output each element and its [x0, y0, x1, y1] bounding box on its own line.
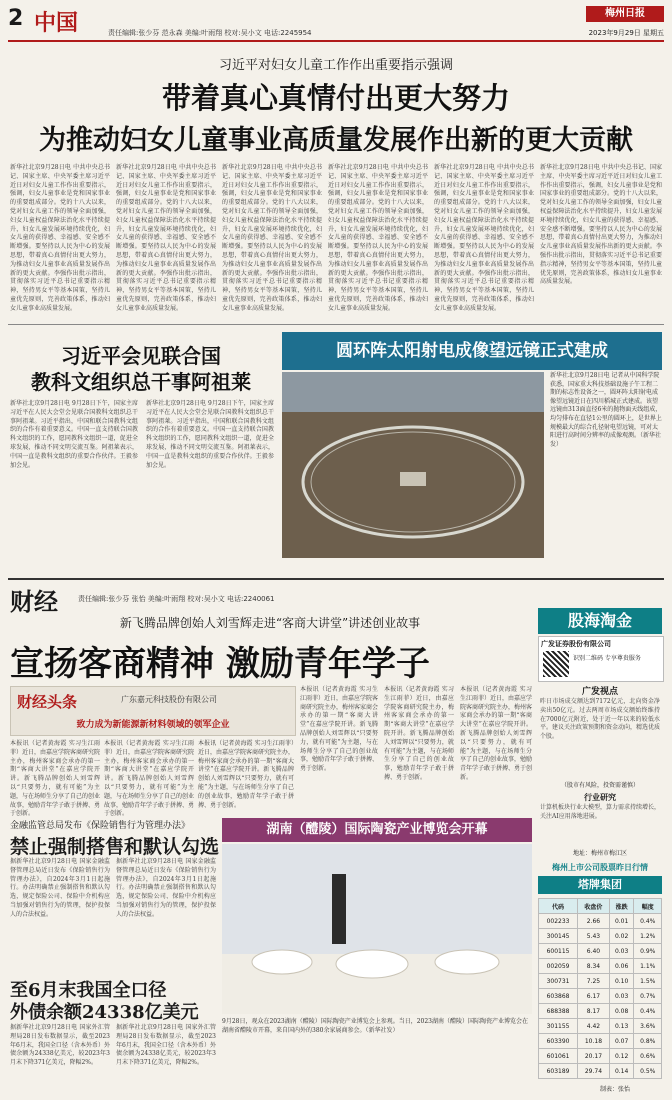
finance-body-col-5: 本报讯（记者黄海霞 实习生江雨菲）近日，由嘉应学院客商研究院主办，梅州客家商会承办的第一期“客商大讲堂”在嘉应学院开讲。新飞腾品牌创始人刘雪辉以“只要努力，就有可能”为主题，与在场师生分享了自己的创业故事，勉励青年学子敢于拼搏、勇于创新。	[384, 686, 454, 781]
telescope-photo	[282, 372, 544, 558]
table-cell: 6.40	[578, 944, 610, 959]
table-cell: 0.03	[609, 944, 634, 959]
masthead-meta: 责任编辑:张少芬 范永森 美编:叶雨翔 校对:吴小文 电话:2245954	[108, 29, 312, 37]
table-row	[539, 1004, 662, 1019]
table-cell: 0.14	[609, 1064, 634, 1079]
rates-body	[539, 914, 662, 1079]
expo-title-banner	[222, 818, 532, 842]
table-cell: 0.5%	[634, 1064, 662, 1079]
issue-date: 2023年9月29日 星期五	[588, 29, 664, 37]
finance-headline: 宣扬客商精神 激励青年学子	[10, 644, 430, 684]
table-cell: 300731	[539, 974, 578, 989]
table-cell: 20.17	[578, 1049, 610, 1064]
table-cell: 301155	[539, 1019, 578, 1034]
insurance-body-col-1: 据新华社北京9月28日电 国家金融监督管理总局近日发布《保险销售行为管理办法》，自2024年3月1日起施行。办法明确禁止强制搭售和默认勾选，规定保险公司、保险中介机构应当加强对销售行为的管理，保护投保人的合法权益。	[10, 858, 110, 918]
meeting-body-col-2: 新华社北京9月28日电 9月28日下午，国家主席习近平在人民大会堂会见联合国教科文组织总干事阿祖莱。习近平指出，中国和联合国教科文组织的合作有着重要意义。中国一直支持联合国教科文组织的工作，愿同教科文组织一道，促进全球发展，推动不同文明交流互鉴。阿祖莱表示，中国一直是教科文组织的重要合作伙伴。王毅参加会见。	[146, 400, 274, 469]
finance-rule	[8, 578, 664, 580]
finance-kicker: 新飞腾品牌创始人刘雪辉走进“客商大讲堂”讲述创业故事	[119, 616, 421, 630]
table-cell: 002059	[539, 959, 578, 974]
sidebar-sponsor: 广发证券股份有限公司	[541, 639, 611, 648]
expo-title: 湖南（醴陵）国际陶瓷产业博览会开幕	[266, 822, 488, 837]
table-cell: 8.34	[578, 959, 610, 974]
masthead	[0, 0, 672, 40]
lead-body-col-6: 新华社北京9月28日电 中共中央总书记、国家主席、中央军委主席习近平近日对妇女儿童工作作出重要指示，强调，妇女儿童事业是党和国家事业的重要组成部分。党的十八大以来，党对妇女儿童工作的领导全面加强，妇女儿童权益保障法治化水平持续提升，妇女儿童发展环境持续优化，妇女儿童的获得感、幸福感、安全感不断增强。要坚持以人民为中心的发展思想，带着真心真情付出更大努力，为推动妇女儿童事业高质量发展作出新的更大贡献。李强作出批示指出，贯彻落实习近平总书记重要指示精神，坚持男女平等基本国策，坚持儿童优先原则，完善政策体系，推动妇女儿童事业高质量发展。	[540, 164, 662, 286]
table-cell: 300145	[539, 929, 578, 944]
finance-body-col-3: 本报讯（记者黄海霞 实习生江雨菲）近日，由嘉应学院客商研究院主办，梅州客家商会承办的第一期“客商大讲堂”在嘉应学院开讲。新飞腾品牌创始人刘雪辉以“只要努力，就有可能”为主题，与在场师生分享了自己的创业故事，勉励青年学子敢于拼搏、勇于创新。	[198, 740, 295, 809]
table-cell: 7.25	[578, 974, 610, 989]
debt-headline-2: 外债余额24338亿美元	[10, 1002, 199, 1023]
table-cell: 29.74	[578, 1064, 610, 1079]
table-cell: 0.10	[609, 974, 634, 989]
rates-header-cell: 幅度	[634, 899, 662, 914]
meeting-headline-2: 教科文组织总干事阿祖莱	[31, 370, 251, 394]
expo-image	[222, 844, 532, 1014]
qr-code-icon	[543, 651, 569, 677]
telescope-title: 圆环阵太阳射电成像望远镜正式建成	[336, 341, 608, 361]
newspaper-logo: 梅州日报	[586, 6, 664, 22]
rates-brand: 塔牌集团	[538, 876, 662, 894]
table-cell: 0.02	[609, 929, 634, 944]
table-cell: 0.4%	[634, 1004, 662, 1019]
lead-kicker: 习近平对妇女儿童工作作出重要指示强调	[218, 58, 453, 73]
insurance-kicker: 金融监管总局发布《保险销售行为管理办法》	[10, 821, 191, 831]
expo-caption: 9月28日，观众在2023湖南（醴陵）国际陶瓷产业博览会上参观。当日，2023湖南（醴陵）国际陶瓷产业博览会在湖南省醴陵市开幕，来自国内外的380余家展商参会。（新华社发）	[222, 1018, 528, 1034]
debt-headline-1: 至6月末我国全口径	[10, 980, 167, 1001]
sidebar-title: 股海淘金	[538, 608, 662, 634]
table-cell: 688388	[539, 1004, 578, 1019]
finance-body-col-4: 本报讯（记者黄海霞 实习生江雨菲）近日，由嘉应学院客商研究院主办，梅州客家商会承办的第一期“客商大讲堂”在嘉应学院开讲。新飞腾品牌创始人刘雪辉以“只要努力，就有可能”为主题，与在场师生分享了自己的创业故事，勉励青年学子敢于拼搏、勇于创新。	[300, 686, 379, 773]
sidebar-branch: 广发视点	[581, 687, 618, 697]
table-cell: 1.5%	[634, 974, 662, 989]
lead-body-col-2: 新华社北京9月28日电 中共中央总书记、国家主席、中央军委主席习近平近日对妇女儿童工作作出重要指示，强调，妇女儿童事业是党和国家事业的重要组成部分。党的十八大以来，党对妇女儿童工作的领导全面加强，妇女儿童权益保障法治化水平持续提升，妇女儿童发展环境持续优化，妇女儿童的获得感、幸福感、安全感不断增强。要坚持以人民为中心的发展思想，带着真心真情付出更大努力，为推动妇女儿童事业高质量发展作出新的更大贡献。李强作出批示指出，贯彻落实习近平总书记重要指示精神，坚持男女平等基本国策，坚持儿童优先原则，完善政策体系，推动妇女儿童事业高质量发展。	[116, 164, 216, 312]
table-cell: 5.43	[578, 929, 610, 944]
table-cell: 1.2%	[634, 929, 662, 944]
rates-header-row	[539, 899, 662, 914]
rates-header-cell: 代码	[539, 899, 578, 914]
meeting-body-col-1: 新华社北京9月28日电 9月28日下午，国家主席习近平在人民大会堂会见联合国教科文组织总干事阿祖莱。习近平指出，中国和联合国教科文组织的合作有着重要意义。中国一直支持联合国教科文组织的工作，愿同教科文组织一道，促进全球发展，推动不同文明交流互鉴。阿祖莱表示，中国一直是教科文组织的重要合作伙伴。王毅参加会见。	[10, 400, 138, 469]
sidebar-disclaimer: （股市有风险，投资需谨慎）	[560, 782, 639, 789]
meeting-headline-1: 习近平会见联合国	[61, 344, 221, 368]
lead-body-col-5: 新华社北京9月28日电 中共中央总书记、国家主席、中央军委主席习近平近日对妇女儿童工作作出重要指示，强调，妇女儿童事业是党和国家事业的重要组成部分。党的十八大以来，党对妇女儿童工作的领导全面加强，妇女儿童权益保障法治化水平持续提升，妇女儿童发展环境持续优化，妇女儿童的获得感、幸福感、安全感不断增强。要坚持以人民为中心的发展思想，带着真心真情付出更大努力，为推动妇女儿童事业高质量发展作出新的更大贡献。李强作出批示指出，贯彻落实习近平总书记重要指示精神，坚持男女平等基本国策，坚持儿童优先原则，完善政策体系，推动妇女儿童事业高质量发展。	[434, 164, 534, 312]
table-cell: 0.13	[609, 1019, 634, 1034]
divider	[8, 324, 664, 325]
table-row	[539, 989, 662, 1004]
lead-body-col-3: 新华社北京9月28日电 中共中央总书记、国家主席、中央军委主席习近平近日对妇女儿童工作作出重要指示，强调，妇女儿童事业是党和国家事业的重要组成部分。党的十八大以来，党对妇女儿童工作的领导全面加强，妇女儿童权益保障法治化水平持续提升，妇女儿童发展环境持续优化，妇女儿童的获得感、幸福感、安全感不断增强。要坚持以人民为中心的发展思想，带着真心真情付出更大努力，为推动妇女儿童事业高质量发展作出新的更大贡献。李强作出批示指出，贯彻落实习近平总书记重要指示精神，坚持男女平等基本国策，坚持儿童优先原则，完善政策体系，推动妇女儿童事业高质量发展。	[222, 164, 322, 312]
lead-headline-1: 带着真心真情付出更大努力	[161, 81, 510, 115]
finance-section-title: 财经	[10, 588, 58, 616]
sidebar-address: 地址：梅州市梅江区	[572, 850, 627, 857]
finance-banner-slogan: 致力成为新能源新材料领域的领军企业	[76, 720, 230, 730]
table-row	[539, 944, 662, 959]
table-cell: 4.42	[578, 1019, 610, 1034]
table-cell: 0.7%	[634, 989, 662, 1004]
table-row	[539, 974, 662, 989]
table-cell: 0.07	[609, 1034, 634, 1049]
finance-body-col-1: 本报讯（记者黄海霞 实习生江雨菲）近日，由嘉应学院客商研究院主办，梅州客家商会承办的第一期“客商大讲堂”在嘉应学院开讲。新飞腾品牌创始人刘雪辉以“只要努力，就有可能”为主题，与在场师生分享了自己的创业故事，勉励青年学子敢于拼搏、勇于创新。	[10, 740, 101, 818]
table-cell: 603189	[539, 1064, 578, 1079]
table-cell: 601061	[539, 1049, 578, 1064]
rates-title: 梅州上市公司股票昨日行情	[552, 862, 648, 872]
finance-body-col-2: 本报讯（记者黄海霞 实习生江雨菲）近日，由嘉应学院客商研究院主办，梅州客家商会承办的第一期“客商大讲堂”在嘉应学院开讲。新飞腾品牌创始人刘雪辉以“只要努力，就有可能”为主题，与在场师生分享了自己的创业故事，勉励青年学子敢于拼搏、勇于创新。	[104, 740, 195, 818]
rates-table	[538, 898, 662, 1079]
table-row	[539, 1064, 662, 1079]
telescope-caption: 新华社北京9月28日电 记者从中国科学院获悉，国家重大科技基础设施子午工程二期的标志性设备之一，圆环阵太阳射电成像望远镜近日在四川稻城正式建成。该望远镜由313面直径6米的抛物面天线组成，均匀排布在直径1公里的圆环上，是世界上规模最大的综合孔径射电望远镜，可对太阳进行高时间分辨率的成像观测。（新华社发）	[550, 372, 662, 448]
finance-banner	[10, 686, 296, 736]
table-cell: 002233	[539, 914, 578, 929]
table-cell: 603868	[539, 989, 578, 1004]
rates-header-cell: 涨跌	[609, 899, 634, 914]
rates-footer: 制表：张怡	[600, 1086, 631, 1093]
lead-headline-2: 为推动妇女儿童事业高质量发展作出新的更大贡献	[39, 125, 633, 156]
table-row	[539, 914, 662, 929]
table-cell: 600115	[539, 944, 578, 959]
table-row	[539, 959, 662, 974]
finance-banner-title: 财经头条	[17, 693, 78, 711]
finance-meta: 责任编辑:张少芬 张怡 美编:叶雨翔 校对:吴小文 电话:2240061	[78, 595, 275, 603]
table-row	[539, 1049, 662, 1064]
page-number: 2	[8, 6, 24, 31]
rates-header-cell: 收盘价	[578, 899, 610, 914]
telescope-image	[282, 372, 544, 558]
table-cell: 10.18	[578, 1034, 610, 1049]
table-cell: 0.06	[609, 959, 634, 974]
sidebar-body: 昨日市场成交额达到7172亿元，北向资金净卖出50亿元。过去两周市场成交额始终维持在7000亿元附近，处于近一年以来的较低水平。建议关注政策预期和资金动向，精选优质个股。	[540, 698, 661, 741]
sidebar-industry-title: 行业研究	[584, 792, 616, 802]
table-cell: 0.08	[609, 1004, 634, 1019]
table-row	[539, 1034, 662, 1049]
finance-banner-sponsor: 广东嘉元科技股份有限公司	[121, 695, 217, 704]
lead-body-col-4: 新华社北京9月28日电 中共中央总书记、国家主席、中央军委主席习近平近日对妇女儿童工作作出重要指示，强调，妇女儿童事业是党和国家事业的重要组成部分。党的十八大以来，党对妇女儿童工作的领导全面加强，妇女儿童权益保障法治化水平持续提升，妇女儿童发展环境持续优化，妇女儿童的获得感、幸福感、安全感不断增强。要坚持以人民为中心的发展思想，带着真心真情付出更大努力，为推动妇女儿童事业高质量发展作出新的更大贡献。李强作出批示指出，贯彻落实习近平总书记重要指示精神，坚持男女平等基本国策，坚持儿童优先原则，完善政策体系，推动妇女儿童事业高质量发展。	[328, 164, 428, 312]
section-title: 中国	[34, 11, 79, 36]
table-cell: 0.03	[609, 989, 634, 1004]
table-cell: 8.17	[578, 1004, 610, 1019]
table-cell: 0.6%	[634, 1049, 662, 1064]
telescope-title-banner	[282, 332, 662, 370]
sidebar-service: 识别二维码 专享尊贵服务	[573, 655, 641, 662]
sidebar-sponsor-box	[538, 636, 664, 682]
lead-body-col-1: 新华社北京9月28日电 中共中央总书记、国家主席、中央军委主席习近平近日对妇女儿童工作作出重要指示，强调，妇女儿童事业是党和国家事业的重要组成部分。党的十八大以来，党对妇女儿童工作的领导全面加强，妇女儿童权益保障法治化水平持续提升，妇女儿童发展环境持续优化，妇女儿童的获得感、幸福感、安全感不断增强。要坚持以人民为中心的发展思想，带着真心真情付出更大努力，为推动妇女儿童事业高质量发展作出新的更大贡献。李强作出批示指出，贯彻落实习近平总书记重要指示精神，坚持男女平等基本国策，坚持儿童优先原则，完善政策体系，推动妇女儿童事业高质量发展。	[10, 164, 110, 312]
table-cell: 6.17	[578, 989, 610, 1004]
table-cell: 0.4%	[634, 914, 662, 929]
table-cell: 1.1%	[634, 959, 662, 974]
sidebar-industry-body: 计算机板块行业大模型，算力需求持续增长，关注AI应用落地进展。	[540, 804, 661, 820]
expo-photo	[222, 844, 532, 1014]
table-cell: 0.8%	[634, 1034, 662, 1049]
table-cell: 2.66	[578, 914, 610, 929]
debt-body-col-2: 据新华社北京9月28日电 国家外汇管理局28日发布数据显示，截至2023年6月末，我国全口径（含本外币）外债余额为24338亿美元，较2023年3月末下降371亿美元，降幅2%。	[116, 1024, 216, 1067]
insurance-body-col-2: 据新华社北京9月28日电 国家金融监督管理总局近日发布《保险销售行为管理办法》，自2024年3月1日起施行。办法明确禁止强制搭售和默认勾选，规定保险公司、保险中介机构应当加强对销售行为的管理，保护投保人的合法权益。	[116, 858, 216, 918]
table-cell: 0.01	[609, 914, 634, 929]
debt-body-col-1: 据新华社北京9月28日电 国家外汇管理局28日发布数据显示，截至2023年6月末，我国全口径（含本外币）外债余额为24338亿美元，较2023年3月末下降371亿美元，降幅2%。	[10, 1024, 110, 1067]
insurance-headline: 禁止强制搭售和默认勾选	[10, 836, 220, 858]
table-row	[539, 929, 662, 944]
top-rule	[8, 40, 664, 42]
finance-body-col-6: 本报讯（记者黄海霞 实习生江雨菲）近日，由嘉应学院客商研究院主办，梅州客家商会承办的第一期“客商大讲堂”在嘉应学院开讲。新飞腾品牌创始人刘雪辉以“只要努力，就有可能”为主题，与在场师生分享了自己的创业故事，勉励青年学子敢于拼搏、勇于创新。	[460, 686, 533, 781]
table-row	[539, 1019, 662, 1034]
table-cell: 0.12	[609, 1049, 634, 1064]
table-cell: 0.9%	[634, 944, 662, 959]
table-cell: 603390	[539, 1034, 578, 1049]
table-cell: 3.6%	[634, 1019, 662, 1034]
